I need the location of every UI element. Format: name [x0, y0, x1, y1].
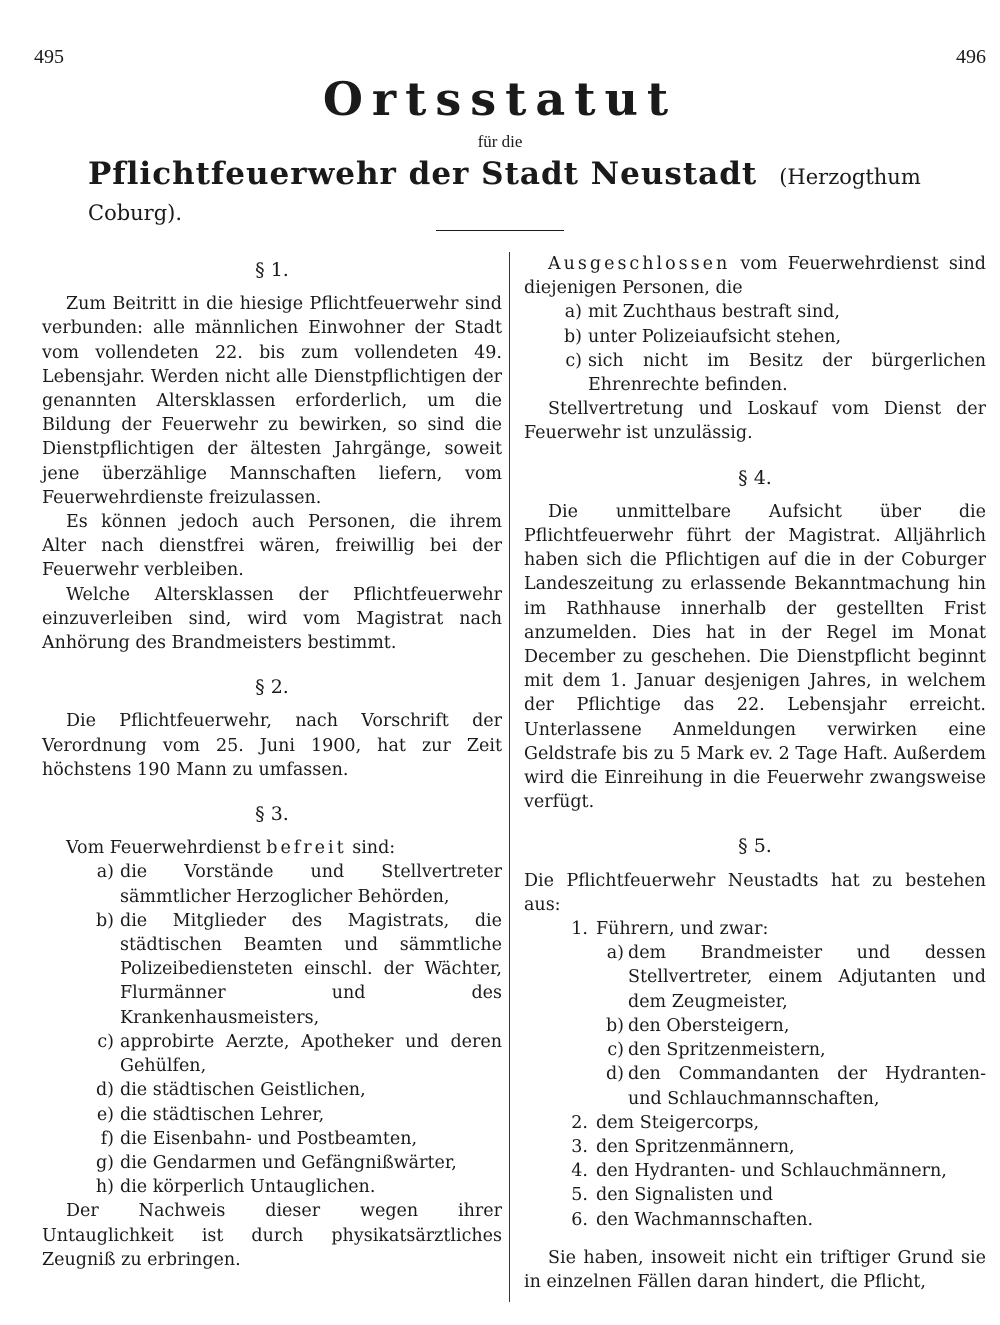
list-label: e) — [96, 1104, 114, 1125]
list-text: sich nicht im Besitz der bürgerlichen Ehrenrechte befinden. — [588, 350, 986, 396]
list-item — [42, 1127, 502, 1151]
section-heading-1: § 1. — [255, 259, 289, 281]
list-label: a) — [564, 302, 582, 323]
document-title: Ortsstatut — [322, 72, 678, 126]
list-item — [524, 300, 986, 324]
list-text: den Obersteigern, — [628, 1015, 790, 1036]
list-label: f) — [100, 1128, 114, 1149]
list-label: c) — [565, 350, 582, 371]
list-text: Führern, und zwar: — [596, 919, 769, 940]
list-label: a) — [606, 943, 624, 964]
paragraph: Die Pflichtfeuerwehr, nach Vorschrift der Verordnung vom 25. Juni 1900, hat zur Zeit höchstens 190 Mann zu umfassen. — [42, 711, 502, 780]
sub-list-item — [524, 941, 986, 1014]
sub-list-item — [524, 1038, 986, 1062]
list-label: h) — [95, 1177, 114, 1198]
list-label: 6. — [571, 1209, 588, 1230]
section-heading-2: § 2. — [255, 676, 289, 699]
subtitle-main — [88, 156, 988, 228]
list-label: 2. — [571, 1112, 588, 1133]
list-label: a) — [96, 862, 114, 883]
intro-text: sind: — [352, 838, 396, 859]
list-text: unter Polizeiaufsicht stehen, — [588, 326, 842, 347]
list-text: den Wachmannschaften. — [596, 1209, 814, 1230]
intro-emphasis: befreit — [266, 838, 347, 859]
subtitle-small: für die — [477, 132, 523, 151]
list-label: d) — [605, 1064, 624, 1085]
subtitle-paren: (Herzogthum Coburg). — [88, 165, 921, 225]
list-item — [42, 1175, 502, 1199]
subtitle-main-text: Pflichtfeuerwehr der Stadt Neustadt — [88, 156, 758, 192]
list-text: die Mitglieder des Magistrats, die städtischen Beamten und sämmtliche Polizeibediensteten einschl. der Wächter, Flurmänner und des Krankenhausmeisters, — [120, 910, 502, 1028]
list-label: b) — [563, 326, 582, 347]
list-label: b) — [95, 910, 114, 931]
section-intro — [42, 836, 502, 860]
list-item — [524, 917, 986, 941]
list-text: die städtischen Geistlichen, — [120, 1080, 366, 1101]
list-text: den Spritzenmeistern, — [628, 1040, 826, 1061]
list-item — [42, 1030, 502, 1078]
list-label: c) — [607, 1040, 624, 1061]
section-intro — [524, 252, 986, 300]
list-label: 4. — [571, 1161, 588, 1182]
list-text: den Spritzenmännern, — [596, 1136, 795, 1157]
intro-text: vom Feuerwehrdienst sind diejenigen Personen, die — [524, 254, 986, 299]
column-divider — [509, 252, 510, 1302]
list-item — [524, 1159, 986, 1183]
list-item — [524, 1208, 986, 1232]
list-label: 3. — [571, 1136, 588, 1157]
paragraph: Die Pflichtfeuerwehr Neustadts hat zu bestehen aus: — [524, 870, 986, 915]
list-label: b) — [605, 1015, 624, 1036]
list-item — [42, 1103, 502, 1127]
section-heading-4: § 4. — [738, 466, 772, 489]
list-text: die Vorstände und Stellvertreter sämmtlicher Herzoglicher Behörden, — [120, 862, 502, 907]
paragraph: Die unmittelbare Aufsicht über die Pflichtfeuerwehr führt der Magistrat. Alljährlich haben sich die Pflichtigen auf die in der Coburger Landeszeitung zu erlassende Bekanntmachung hin im Rathhause innerhalb der gestellten Frist anzumelden. Dies hat in der Regel im Monat December zu geschehen. Die Dienstpflicht beginnt mit dem 1. Januar desjenigen Jahres, in welchem der Pflichtige das 22. Lebensjahr erreicht. Unterlassene Anmeldungen verwirken eine Geldstrafe bis zu 5 Mark ev. 2 Tage Haft. Außerdem wird die Einreihung in die Feuerwehr zwangsweise verfügt. — [524, 501, 986, 813]
section-heading-3: § 3. — [255, 803, 289, 826]
list-label: c) — [97, 1031, 114, 1052]
list-label: 1. — [571, 919, 588, 940]
title-rule — [436, 230, 564, 231]
list-text: die Eisenbahn- und Postbeamten, — [120, 1128, 418, 1149]
list-text: die städtischen Lehrer, — [120, 1104, 325, 1125]
list-text: approbirte Aerzte, Apotheker und deren Gehülfen, — [120, 1031, 502, 1077]
list-text: den Commandanten der Hydranten- und Schlauchmannschaften, — [628, 1064, 986, 1109]
intro-text: Vom Feuerwehrdienst — [66, 838, 261, 859]
list-label: d) — [95, 1080, 114, 1101]
list-item — [42, 909, 502, 1030]
sub-list-item — [524, 1062, 986, 1110]
right-column — [524, 252, 986, 1294]
paragraph: Sie haben, insoweit nicht ein triftiger Grund sie in einzelnen Fällen daran hindert, die Pflicht, — [524, 1247, 986, 1292]
sub-list-item — [524, 1014, 986, 1038]
list-item — [524, 325, 986, 349]
paragraph: Welche Altersklassen der Pflichtfeuerwehr einzuverleiben sind, wird vom Magistrat nach Anhörung des Brandmeisters bestimmt. — [42, 584, 502, 654]
paragraph: Es können jedoch auch Personen, die ihrem Alter nach dienstfrei wären, freiwillig bei der Feuerwehr verbleiben. — [42, 512, 502, 581]
list-text: den Hydranten- und Schlauchmännern, — [596, 1161, 947, 1182]
list-text: dem Steigercorps, — [596, 1112, 760, 1133]
list-text: den Signalisten und — [596, 1185, 774, 1206]
paragraph: Der Nachweis dieser wegen ihrer Untauglichkeit ist durch physikatsärztliches Zeugniß zu erbringen. — [42, 1201, 502, 1270]
list-item — [524, 1183, 986, 1207]
list-item — [524, 349, 986, 397]
list-item — [524, 1135, 986, 1159]
page-number-right: 496 — [956, 46, 986, 68]
list-item — [42, 1151, 502, 1175]
list-item — [42, 860, 502, 908]
intro-emphasis: Ausgeschlossen — [548, 254, 731, 274]
list-label: 5. — [571, 1185, 588, 1206]
list-text: die körperlich Untauglichen. — [120, 1177, 376, 1198]
page-number-left: 495 — [34, 46, 64, 68]
paragraph: Zum Beitritt in die hiesige Pflichtfeuerwehr sind verbunden: alle männlichen Einwohner der Stadt vom vollendeten 22. bis zum vollendeten 49. Lebensjahr. Werden nicht alle Dienstpflichtigen der genannten Altersklassen erforderlich, um die Bildung der Feuerwehr zu bewirken, so sind die Dienstpflichtigen der ältesten Jahrgänge, soweit jene überzählige Mannschaften liefern, vom Feuerwehrdienste freizulassen. — [42, 294, 502, 508]
list-item — [524, 1111, 986, 1135]
list-label: g) — [95, 1152, 114, 1173]
list-text: die Gendarmen und Gefängnißwärter, — [120, 1152, 457, 1173]
section-heading-5: § 5. — [738, 835, 772, 858]
list-text: mit Zuchthaus bestraft sind, — [588, 302, 840, 323]
list-text: dem Brandmeister und dessen Stellvertreter, einem Adjutanten und dem Zeugmeister, — [628, 943, 986, 1012]
paragraph: Stellvertretung und Loskauf vom Dienst der Feuerwehr ist unzulässig. — [524, 399, 986, 444]
list-item — [42, 1078, 502, 1102]
left-column — [42, 252, 502, 1272]
